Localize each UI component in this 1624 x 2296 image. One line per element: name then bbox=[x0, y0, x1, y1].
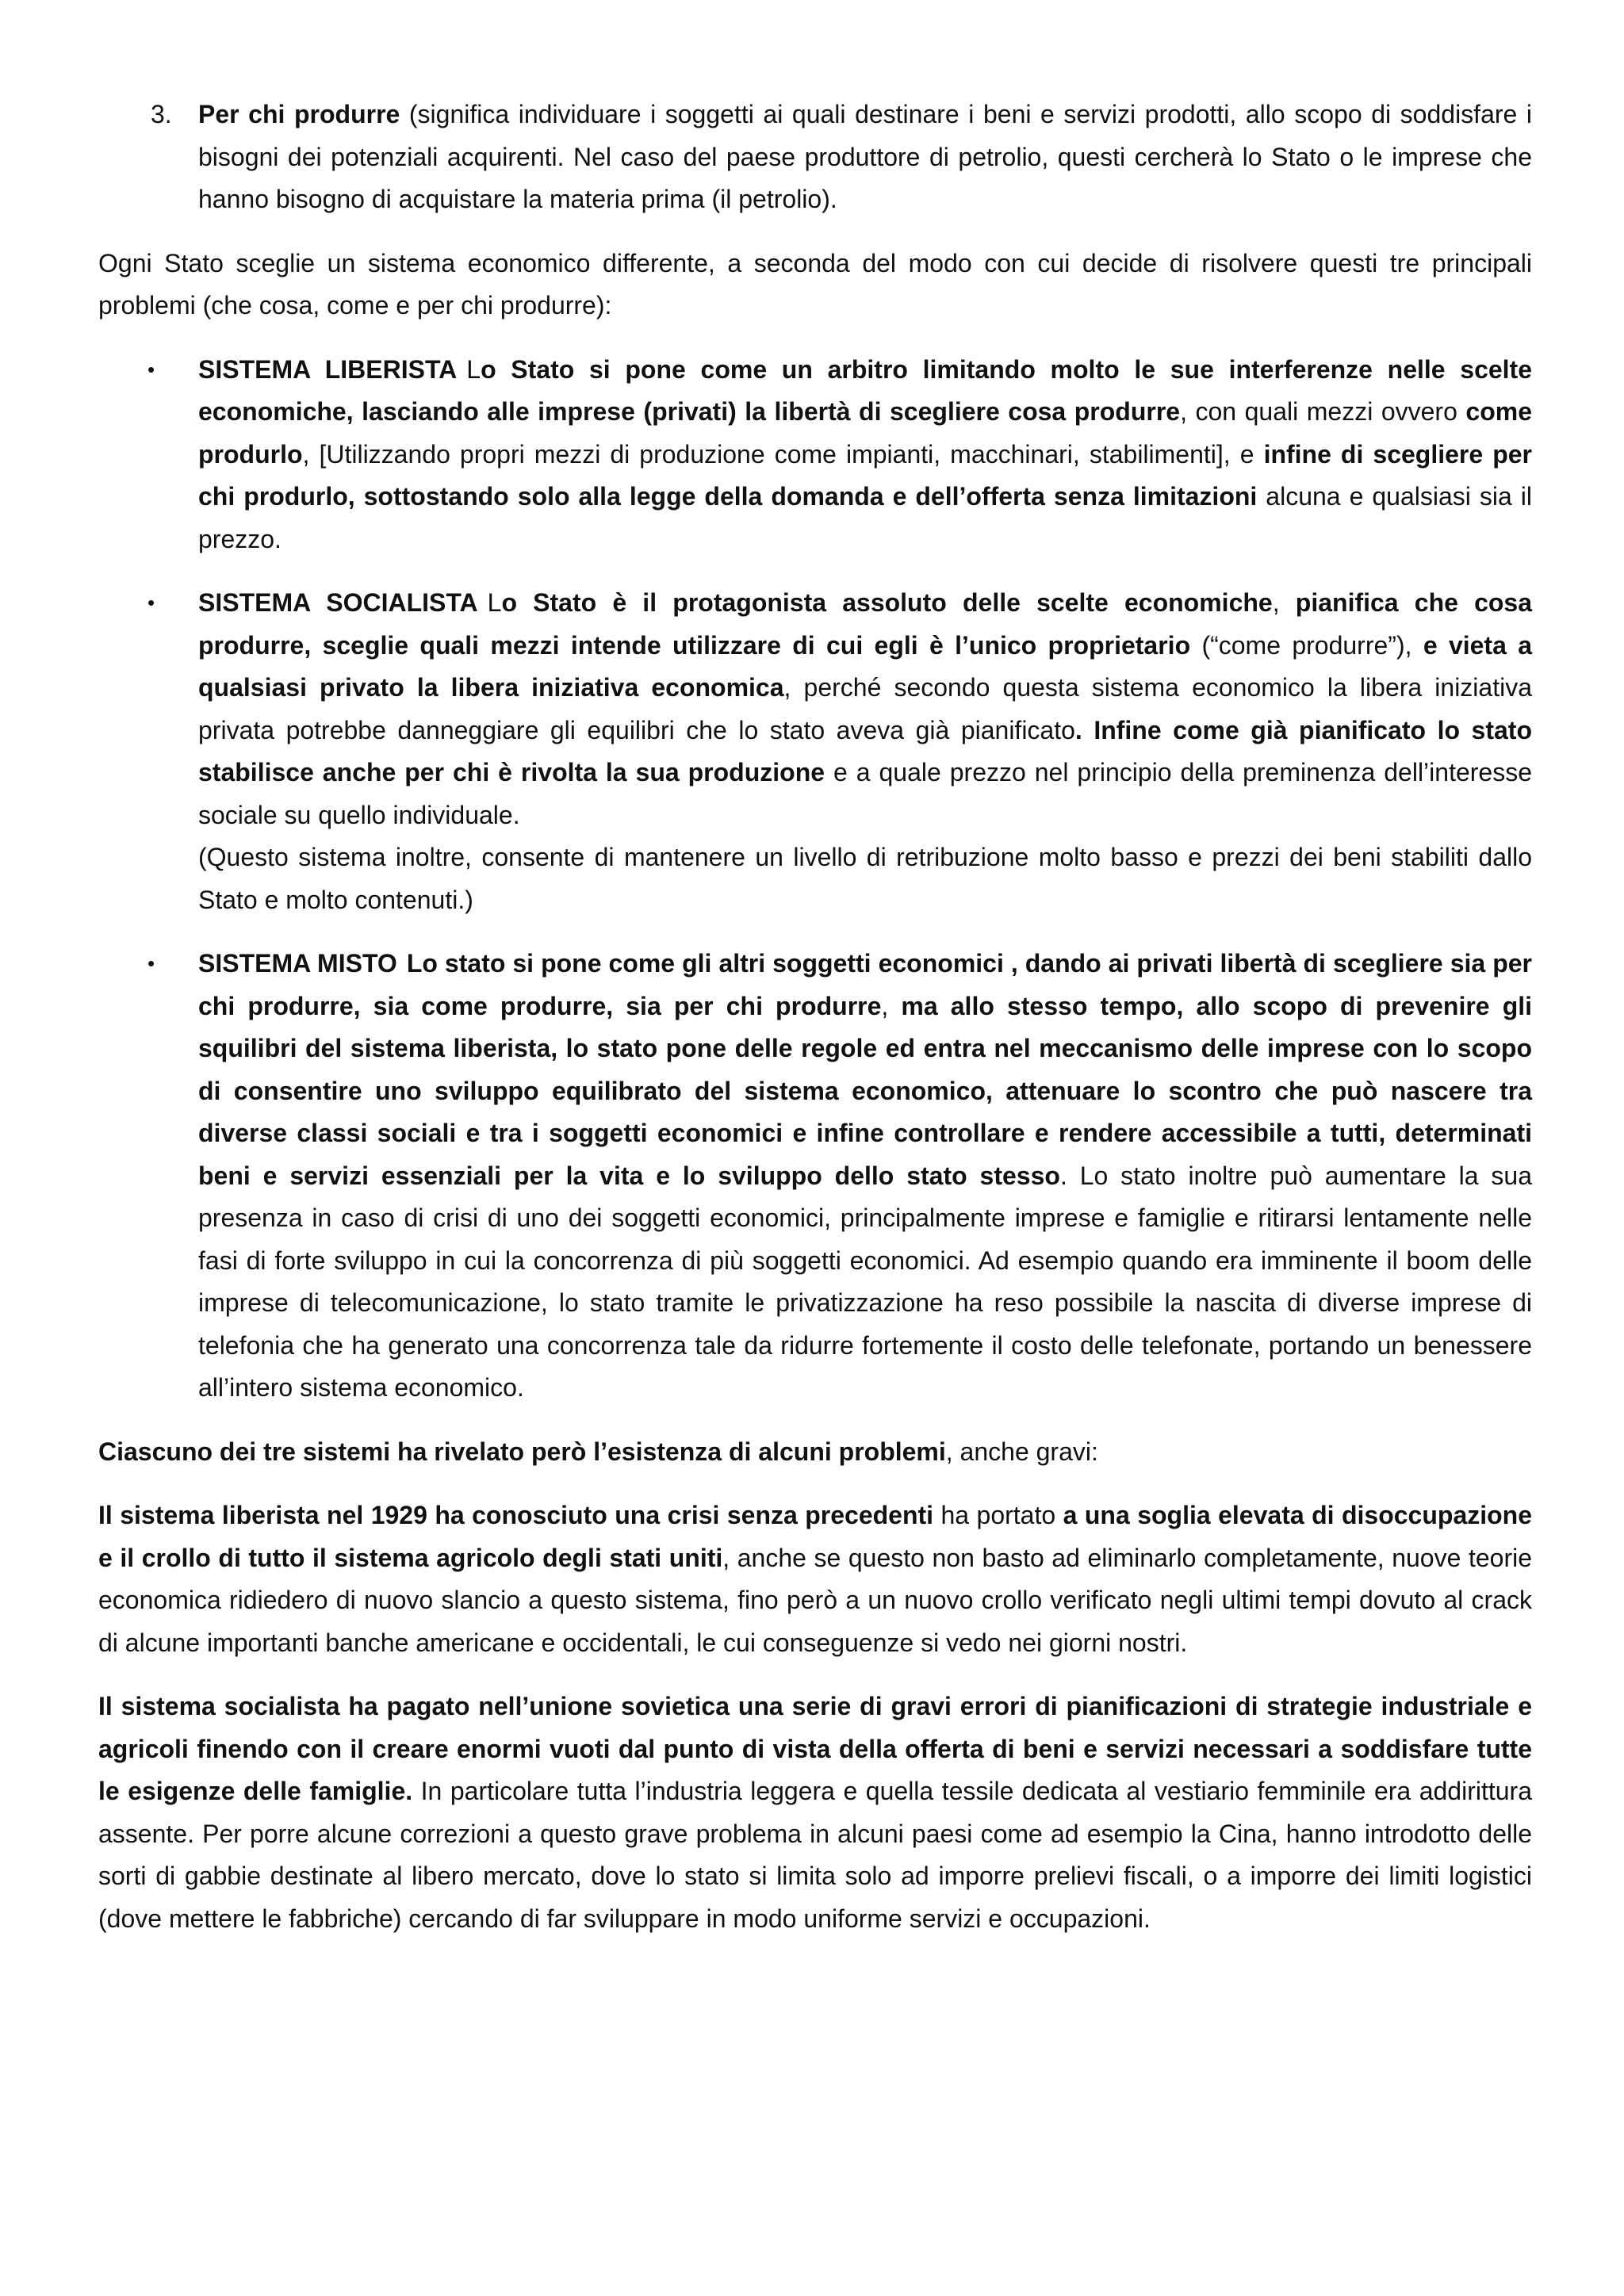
crisis-socialista-bold: Il sistema socialista ha pagato nell’unione sovietica una serie di gravi errori di pianificazioni di strategie industriale e agricoli finendo con il creare enormi vuoti dal punto di vista della offerta di beni e servizi necessari a soddisfare tutte le esigenze delle famiglie. bbox=[98, 1692, 1532, 1805]
socialista-bold: e vieta a qualsiasi privato la libera iniziativa economica bbox=[198, 630, 1533, 702]
bullet-sistema-socialista bbox=[98, 582, 1532, 921]
problems-text: , anche gravi: bbox=[945, 1437, 1098, 1466]
item-title: Per chi produrre bbox=[198, 100, 400, 128]
liberista-text: , con quali mezzi ovvero bbox=[1180, 397, 1466, 426]
crisis-socialista-paragraph bbox=[98, 1686, 1532, 1940]
socialista-title: SISTEMA SOCIALISTA bbox=[198, 588, 478, 617]
item-text: (significa individuare i soggetti ai quali destinare i beni e servizi prodotti, allo scopo di soddisfare i bisogni dei potenziali acquirenti. Nel caso del paese produttore di petrolio, questi cercherà lo Stato o le imprese che hanno bisogno di acquistare la materia prima (il petrolio). bbox=[198, 100, 1533, 213]
bullet-sistema-liberista bbox=[98, 349, 1532, 561]
liberista-bold: o Stato si pone come un arbitro limitando molto le sue interferenze nelle scelte economiche, lasciando alle imprese (privati) la libertà di scegliere cosa produrre bbox=[198, 354, 1533, 426]
numbered-item-per-chi-produrre bbox=[98, 94, 1532, 221]
liberista-text: L bbox=[466, 354, 481, 384]
document-page bbox=[98, 94, 1532, 1961]
crisis-liberista-bold: Il sistema liberista nel 1929 ha conosciuto una crisi senza precedenti bbox=[98, 1501, 934, 1529]
crisis-liberista-text: , anche se questo non basto ad eliminarlo completamente, nuove teorie economica ridiedero di nuovo slancio a questo sistema, fino però a un nuovo crollo verificato negli ultimi tempi dovuto al crack di alcune importanti banche americane e occidentali, le cui conseguenze si vedo nei giorni nostri. bbox=[98, 1543, 1533, 1657]
bullet-icon: • bbox=[147, 951, 155, 975]
intro-paragraph: Ogni Stato sceglie un sistema economico differente, a seconda del modo con cui decide di risolvere questi tre principali problemi (che cosa, come e per chi produrre): bbox=[98, 248, 1532, 320]
liberista-text: alcuna e qualsiasi sia il prezzo. bbox=[198, 482, 1533, 553]
socialista-text: , perché secondo questa sistema economico la libera iniziativa privata potrebbe danneggiare gli equilibri che lo stato aveva già pianificato bbox=[198, 673, 1533, 744]
crisis-liberista-text: ha portato bbox=[933, 1501, 1063, 1529]
problems-bold: Ciascuno dei tre sistemi ha rivelato però l’esistenza di alcuni problemi bbox=[98, 1437, 946, 1466]
liberista-title: SISTEMA LIBERISTA bbox=[198, 354, 458, 384]
misto-text: , bbox=[881, 991, 902, 1020]
socialista-bold: pianifica che cosa produrre, sceglie quali mezzi intende utilizzare di cui egli è l’unico proprietario bbox=[198, 588, 1533, 660]
misto-title: SISTEMA MISTO bbox=[198, 949, 397, 978]
crisis-liberista-paragraph bbox=[98, 1494, 1532, 1664]
bullet-sistema-misto bbox=[98, 943, 1532, 1410]
misto-text: . Lo stato inoltre può aumentare la sua presenza in caso di crisi di uno dei soggetti economici, principalmente imprese e famiglie e ritirarsi lentamente nelle fasi di forte sviluppo in cui la concorrenza di più soggetti economici. Ad esempio quando era imminente il boom delle imprese di telecomunicazione, lo stato tramite le privatizzazione ha reso possibile la nascita di diverse imprese di telefonia che ha generato una concorrenza tale da ridurre fortemente il costo delle telefonate, portando un benessere all’intero sistema economico. bbox=[198, 1161, 1533, 1402]
problems-paragraph bbox=[98, 1431, 1532, 1474]
crisis-socialista-text: In particolare tutta l’industria leggera e quella tessile dedicata al vestiario femminile era addirittura assente. Per porre alcune correzioni a questo grave problema in alcuni paesi come ad esempio la Cina, hanno introdotto delle sorti di gabbie destinate al libero mercato, dove lo stato si limita solo ad imporre prelievi fiscali, o a imporre dei limiti logistici (dove mettere le fabbriche) cercando di far sviluppare in modo uniforme servizi e occupazioni. bbox=[98, 1777, 1533, 1933]
liberista-bold: infine di scegliere per chi produrlo, sottostando solo alla legge della domanda e dell’offerta senza limitazioni bbox=[198, 439, 1533, 511]
socialista-text: e a quale prezzo nel principio della preminenza dell’interesse sociale su quello individuale. bbox=[198, 758, 1533, 829]
socialista-bold: . Infine come già pianificato lo stato stabilisce anche per chi è rivolta la sua produzione bbox=[198, 715, 1532, 786]
misto-bold: ma allo stesso tempo, allo scopo di prevenire gli squilibri del sistema liberista, lo stato pone delle regole ed entra nel meccanismo delle imprese con lo scopo di consentire uno sviluppo equilibrato del sistema economico, attenuare lo scontro che può nascere tra diverse classi sociali e tra i soggetti economici e infine controllare e rendere accessibile a tutti, determinati beni e servizi essenziali per la vita e lo sviluppo dello stato stesso bbox=[198, 991, 1533, 1190]
item-number: 3. bbox=[151, 100, 172, 128]
socialista-bold: o Stato è il protagonista assoluto delle scelte economiche bbox=[501, 588, 1273, 617]
bullet-icon: • bbox=[147, 591, 155, 614]
socialista-text: , bbox=[1272, 588, 1296, 617]
bullet-icon: • bbox=[147, 357, 155, 381]
crisis-liberista-bold: a una soglia elevata di disoccupazione e il crollo di tutto il sistema agricolo degli stati uniti bbox=[98, 1501, 1533, 1572]
misto-bold: Lo stato si pone come gli altri soggetti economici , dando ai privati libertà di scegliere sia per chi produrre, sia come produrre, sia per chi produrre bbox=[198, 949, 1533, 1020]
socialista-text: (“come produrre”), bbox=[1190, 630, 1423, 660]
socialista-note: (Questo sistema inoltre, consente di mantenere un livello di retribuzione molto basso e prezzi dei beni stabiliti dallo Stato e molto contenuti.) bbox=[198, 843, 1532, 914]
socialista-text: L bbox=[487, 588, 502, 617]
economic-systems-list bbox=[98, 349, 1532, 1410]
liberista-bold: come produrlo bbox=[198, 397, 1533, 469]
liberista-text: , [Utilizzando propri mezzi di produzione come impianti, macchinari, stabilimenti], e bbox=[302, 439, 1264, 469]
